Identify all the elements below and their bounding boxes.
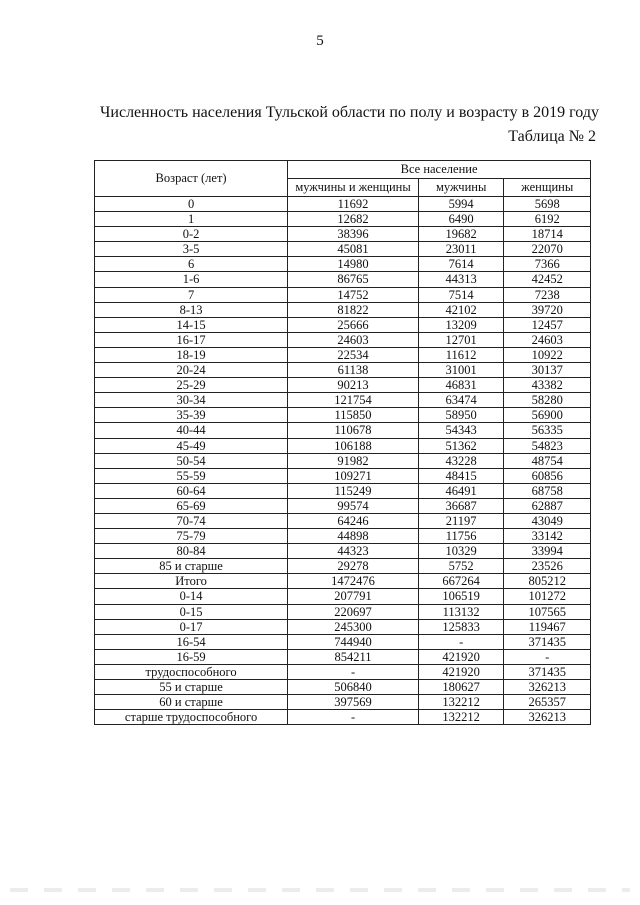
- total-cell: 45081: [288, 242, 419, 257]
- table-row: [95, 302, 591, 317]
- women-cell: 326213: [504, 710, 591, 725]
- age-cell: 0-17: [95, 619, 288, 634]
- table-row: [95, 574, 591, 589]
- men-cell: -: [418, 634, 504, 649]
- women-cell: 39720: [504, 302, 591, 317]
- table-row: [95, 227, 591, 242]
- age-cell: 85 и старше: [95, 559, 288, 574]
- total-cell: 106188: [288, 438, 419, 453]
- women-cell: 5698: [504, 197, 591, 212]
- table-row: [95, 287, 591, 302]
- total-cell: 24603: [288, 332, 419, 347]
- total-cell: 81822: [288, 302, 419, 317]
- age-cell: Итого: [95, 574, 288, 589]
- table-row: [95, 695, 591, 710]
- age-cell: 55-59: [95, 468, 288, 483]
- total-cell: 22534: [288, 347, 419, 362]
- total-cell: 110678: [288, 423, 419, 438]
- age-cell: 80-84: [95, 544, 288, 559]
- men-cell: 5994: [418, 197, 504, 212]
- table-row: [95, 619, 591, 634]
- women-cell: 371435: [504, 634, 591, 649]
- total-cell: 61138: [288, 363, 419, 378]
- age-cell: 0: [95, 197, 288, 212]
- total-cell: 207791: [288, 589, 419, 604]
- men-cell: 11612: [418, 347, 504, 362]
- total-cell: 115850: [288, 408, 419, 423]
- age-cell: 55 и старше: [95, 680, 288, 695]
- women-cell: -: [504, 649, 591, 664]
- men-cell: 63474: [418, 393, 504, 408]
- women-cell: 33994: [504, 544, 591, 559]
- age-cell: 70-74: [95, 513, 288, 528]
- total-cell: 14980: [288, 257, 419, 272]
- total-cell: 115249: [288, 483, 419, 498]
- table-body: [95, 197, 591, 725]
- women-cell: 23526: [504, 559, 591, 574]
- women-cell: 43049: [504, 513, 591, 528]
- women-cell: 58280: [504, 393, 591, 408]
- age-cell: 75-79: [95, 529, 288, 544]
- men-cell: 12701: [418, 332, 504, 347]
- total-cell: 220697: [288, 604, 419, 619]
- table-row: [95, 242, 591, 257]
- men-cell: 13209: [418, 317, 504, 332]
- total-cell: 25666: [288, 317, 419, 332]
- women-cell: 7366: [504, 257, 591, 272]
- table-row: [95, 212, 591, 227]
- men-cell: 125833: [418, 619, 504, 634]
- men-cell: 46491: [418, 483, 504, 498]
- total-cell: 12682: [288, 212, 419, 227]
- women-cell: 30137: [504, 363, 591, 378]
- total-cell: 245300: [288, 619, 419, 634]
- total-cell: 91982: [288, 453, 419, 468]
- men-cell: 106519: [418, 589, 504, 604]
- men-cell: 180627: [418, 680, 504, 695]
- age-cell: 35-39: [95, 408, 288, 423]
- table-header: [95, 161, 591, 197]
- men-cell: 21197: [418, 513, 504, 528]
- women-cell: 12457: [504, 317, 591, 332]
- age-cell: 3-5: [95, 242, 288, 257]
- table-row: [95, 498, 591, 513]
- table-row: [95, 664, 591, 679]
- table-row: [95, 408, 591, 423]
- men-cell: 421920: [418, 664, 504, 679]
- total-cell: 29278: [288, 559, 419, 574]
- women-cell: 101272: [504, 589, 591, 604]
- men-cell: 19682: [418, 227, 504, 242]
- table-row: [95, 317, 591, 332]
- men-cell: 132212: [418, 695, 504, 710]
- women-cell: 24603: [504, 332, 591, 347]
- men-cell: 10329: [418, 544, 504, 559]
- men-cell: 6490: [418, 212, 504, 227]
- men-cell: 54343: [418, 423, 504, 438]
- header-men: мужчины: [418, 179, 504, 197]
- women-cell: 7238: [504, 287, 591, 302]
- total-cell: -: [288, 664, 419, 679]
- header-men-and-women: мужчины и женщины: [288, 179, 419, 197]
- men-cell: 7614: [418, 257, 504, 272]
- women-cell: 265357: [504, 695, 591, 710]
- age-cell: 8-13: [95, 302, 288, 317]
- women-cell: 326213: [504, 680, 591, 695]
- total-cell: 109271: [288, 468, 419, 483]
- men-cell: 42102: [418, 302, 504, 317]
- age-cell: 65-69: [95, 498, 288, 513]
- men-cell: 36687: [418, 498, 504, 513]
- total-cell: 44323: [288, 544, 419, 559]
- men-cell: 31001: [418, 363, 504, 378]
- table-row: [95, 423, 591, 438]
- men-cell: 43228: [418, 453, 504, 468]
- table-row: [95, 393, 591, 408]
- women-cell: 54823: [504, 438, 591, 453]
- header-age: Возраст (лет): [95, 161, 288, 197]
- total-cell: 64246: [288, 513, 419, 528]
- men-cell: 7514: [418, 287, 504, 302]
- table-number-label: Таблица № 2: [508, 128, 596, 145]
- men-cell: 46831: [418, 378, 504, 393]
- total-cell: 11692: [288, 197, 419, 212]
- population-table: [94, 160, 591, 725]
- women-cell: 107565: [504, 604, 591, 619]
- table-row: [95, 559, 591, 574]
- women-cell: 371435: [504, 664, 591, 679]
- total-cell: 854211: [288, 649, 419, 664]
- men-cell: 23011: [418, 242, 504, 257]
- women-cell: 56335: [504, 423, 591, 438]
- women-cell: 42452: [504, 272, 591, 287]
- table-row: [95, 649, 591, 664]
- table-row: [95, 589, 591, 604]
- document-title: Численность населения Тульской области по полу и возрасту в 2019 году: [100, 104, 599, 121]
- total-cell: 744940: [288, 634, 419, 649]
- women-cell: 33142: [504, 529, 591, 544]
- total-cell: 38396: [288, 227, 419, 242]
- table-row: [95, 468, 591, 483]
- table-row: [95, 544, 591, 559]
- men-cell: 5752: [418, 559, 504, 574]
- table-row: [95, 438, 591, 453]
- scan-artifact: [10, 888, 630, 892]
- age-cell: 60 и старше: [95, 695, 288, 710]
- age-cell: 0-14: [95, 589, 288, 604]
- age-cell: 16-54: [95, 634, 288, 649]
- age-cell: 60-64: [95, 483, 288, 498]
- age-cell: 14-15: [95, 317, 288, 332]
- total-cell: 99574: [288, 498, 419, 513]
- table-row: [95, 483, 591, 498]
- table-row: [95, 710, 591, 725]
- men-cell: 421920: [418, 649, 504, 664]
- women-cell: 22070: [504, 242, 591, 257]
- total-cell: 121754: [288, 393, 419, 408]
- women-cell: 10922: [504, 347, 591, 362]
- age-cell: 16-17: [95, 332, 288, 347]
- total-cell: 86765: [288, 272, 419, 287]
- table-row: [95, 513, 591, 528]
- table-row: [95, 378, 591, 393]
- age-cell: 0-15: [95, 604, 288, 619]
- age-cell: 30-34: [95, 393, 288, 408]
- age-cell: 40-44: [95, 423, 288, 438]
- table-row: [95, 604, 591, 619]
- table-row: [95, 197, 591, 212]
- women-cell: 43382: [504, 378, 591, 393]
- men-cell: 11756: [418, 529, 504, 544]
- women-cell: 18714: [504, 227, 591, 242]
- header-women: женщины: [504, 179, 591, 197]
- age-cell: 7: [95, 287, 288, 302]
- age-cell: 16-59: [95, 649, 288, 664]
- age-cell: 1: [95, 212, 288, 227]
- age-cell: 45-49: [95, 438, 288, 453]
- age-cell: 25-29: [95, 378, 288, 393]
- total-cell: 1472476: [288, 574, 419, 589]
- women-cell: 805212: [504, 574, 591, 589]
- table-row: [95, 453, 591, 468]
- men-cell: 51362: [418, 438, 504, 453]
- age-cell: 0-2: [95, 227, 288, 242]
- total-cell: 14752: [288, 287, 419, 302]
- table-row: [95, 332, 591, 347]
- age-cell: трудоспособного: [95, 664, 288, 679]
- table-row: [95, 272, 591, 287]
- header-all-population: Все население: [288, 161, 591, 179]
- page-number: 5: [316, 33, 324, 49]
- table-row: [95, 363, 591, 378]
- total-cell: -: [288, 710, 419, 725]
- table-row: [95, 634, 591, 649]
- women-cell: 60856: [504, 468, 591, 483]
- women-cell: 119467: [504, 619, 591, 634]
- total-cell: 397569: [288, 695, 419, 710]
- women-cell: 68758: [504, 483, 591, 498]
- women-cell: 6192: [504, 212, 591, 227]
- table-row: [95, 257, 591, 272]
- total-cell: 90213: [288, 378, 419, 393]
- table-row: [95, 529, 591, 544]
- men-cell: 44313: [418, 272, 504, 287]
- total-cell: 44898: [288, 529, 419, 544]
- men-cell: 113132: [418, 604, 504, 619]
- women-cell: 56900: [504, 408, 591, 423]
- men-cell: 58950: [418, 408, 504, 423]
- men-cell: 132212: [418, 710, 504, 725]
- age-cell: 20-24: [95, 363, 288, 378]
- age-cell: 50-54: [95, 453, 288, 468]
- men-cell: 667264: [418, 574, 504, 589]
- women-cell: 62887: [504, 498, 591, 513]
- total-cell: 506840: [288, 680, 419, 695]
- men-cell: 48415: [418, 468, 504, 483]
- table-row: [95, 347, 591, 362]
- table-row: [95, 680, 591, 695]
- age-cell: старше трудоспособного: [95, 710, 288, 725]
- age-cell: 6: [95, 257, 288, 272]
- age-cell: 18-19: [95, 347, 288, 362]
- women-cell: 48754: [504, 453, 591, 468]
- age-cell: 1-6: [95, 272, 288, 287]
